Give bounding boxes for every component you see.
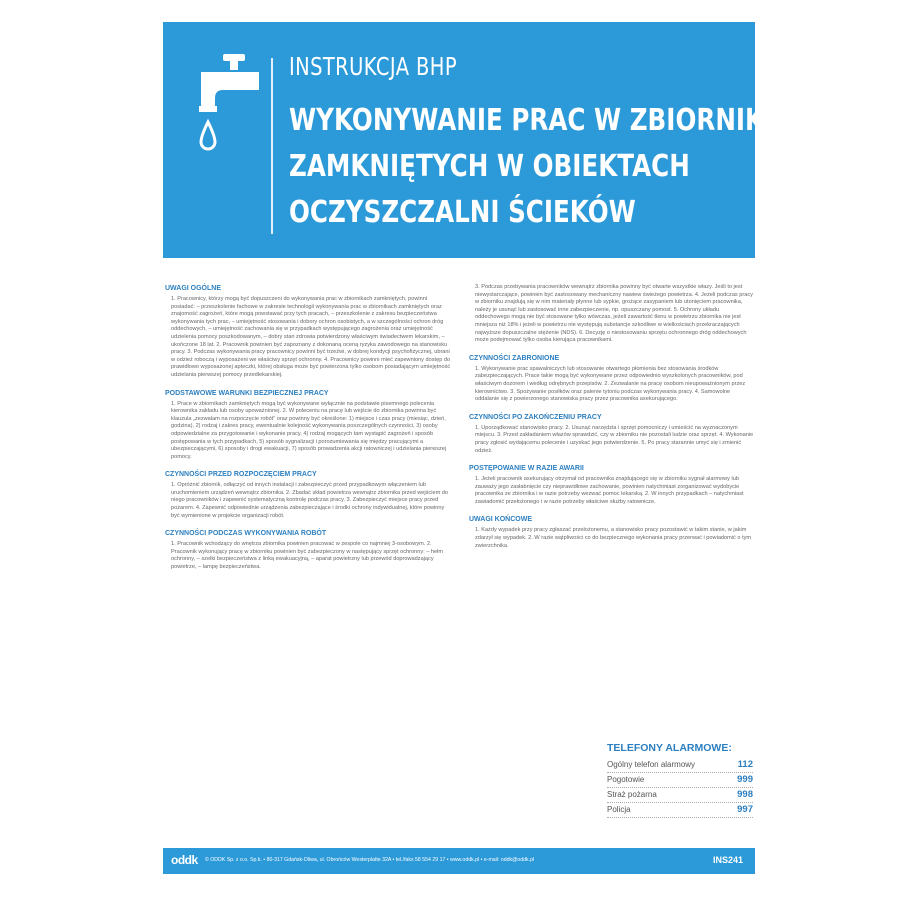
phone-number: 997 — [737, 804, 753, 815]
document-subtitle: INSTRUKCJA BHP — [289, 52, 457, 81]
section-heading: UWAGI KOŃCOWE — [469, 516, 532, 524]
poster-footer — [163, 848, 755, 874]
document-code: INS241 — [712, 855, 743, 865]
phone-row — [607, 758, 753, 773]
section-heading: CZYNNOŚCI PRZED ROZPOCZĘCIEM PRACY — [165, 471, 317, 479]
section-heading: CZYNNOŚCI PODCZAS WYKONYWANIA ROBÓT — [165, 530, 327, 538]
section-text: 1. Uporządkować stanowisko pracy. 2. Usunąć narzędzia i sprzęt pomocniczy i umieścić na wyznaczonym miejscu. 3. Przed zakładaniem włazów sprawdzić, czy w zbiorniku nie pozostali ludzie oraz sprzęt. 4. Wykonanie pracy zgłosić wydającemu polecenie i uzyskać jego potwierdzenie. 5. Po pracy starannie umyć się i zmienić odzież. — [475, 424, 754, 454]
phone-label: Policja — [607, 805, 631, 814]
phone-label: Straż pożarna — [607, 790, 657, 799]
oddk-logo: oddk — [171, 853, 198, 867]
title-line-2: ZAMKNIĘTYCH W OBIEKTACH — [289, 149, 690, 184]
section-text: 1. Wykonywanie prac spawalniczych lub stosowanie otwartego płomienia bez stosowania środków zabezpieczających. Prace takie mogą być wykonywane przez odpowiednio wyszkolonych pracowników, pod właściwym dozorem i według odrębnych przepisów. 2. Zezwalanie na pracę osobom nieupoważnionym przez kierownictwo. 3. Spożywanie posiłków oraz palenie tytoniu podczas wykonywania pracy. 4. Samowolne oddalanie się z powierzonego stanowiska pracy przez pracownika asekurującego. — [475, 365, 746, 403]
section-text: 1. Jeżeli pracownik asekurujący otrzymał od pracownika znajdującego się w zbiorniku sygnał alarmowy lub zauważy jego zasłabnięcie czy nieprawidłowe zachowanie, powinien natychmiast zorganizować wydobycie pracownika ze zbiornika i w razie potrzeby wezwać pomoc lekarską. 2. W innych przypadkach – natychmiast zawiadomić przełożonego i w razie potrzeby właściwe służby ratownicze. — [475, 476, 744, 505]
phone-label: Pogotowie — [607, 775, 645, 784]
section-forbidden-actions — [469, 354, 755, 404]
section-during-work — [165, 529, 451, 571]
section-text: 1. Prace w zbiornikach zamkniętych mogą być wykonywane wyłącznie na podstawie pisemnego polecenia kierownika zakładu lub osoby upoważnionej. 2. W poleceniu na pracę lub wejście do zbiornika powinna być klauzula „zezwalam na rozpoczęcie robót” oraz powinny być określone: 1) miejsce i czas pracy (miesiąc, dzień, godzina), 2) rodzaj i zakres pracy, ewentualnie kolejność wykonywania poszczególnych czynności, 3) osoby odpowiedzialne za przygotowanie i wykonanie pracy, 4) rodzaj mogących tam wystąpić zagrożeń i sposób postępowania w tych przypadkach, 5) sposób sygnalizacji i porozumiewania się między pracującymi a ubezpieczającymi, 6) sposoby i drogi ewakuacji, 7) sposób prowadzenia akcji ratowniczej i udzielania pierwszej pomocy. — [171, 400, 447, 460]
section-emergency — [469, 464, 755, 506]
phone-number: 112 — [737, 759, 753, 770]
poster-header — [163, 22, 822, 258]
section-text: 1. Opróżnić zbiornik, odłączyć od innych instalacji i zabezpieczyć przed przypadkowym włączeniem lub uruchomieniem urządzeń wewnątrz zbiornika. 2. Zbadać skład powietrza wewnątrz zbiornika przed wejściem do niego pracowników i zapewnić systematyczną kontrolę podczas pracy. 3. Zabezpieczyć miejsce pracy przed pożarem. 4. Zapewnić odpowiednie urządzenia zabezpieczające i środki ochrony indywidualnej, które powinny być wymienione w projekcie organizacji robót. — [171, 482, 449, 519]
section-heading: CZYNNOŚCI ZABRONIONE — [469, 354, 560, 362]
section-general-notes — [165, 284, 451, 380]
phone-number: 999 — [737, 774, 753, 785]
section-text: 3. Podczas przebywania pracowników wewnątrz zbiornika powinny być otwarte wszystkie włazy. Jeśli to jest niewystarczające, powinien być zastosowany mechaniczny nawiew świeżego powietrza. 4. Jeżeli podczas pracy w zbiorniku znajdują się w nim materiały płynne lub sypkie, grożące zasypaniem lub utonięciem pracownika, należy je usunąć lub zastosować inne zabezpieczenie, np. opuszczany pomost. 5. Ochrony układu oddechowego mogą nie być stosowane tylko wówczas, jeżeli zawartość tlenu w powietrzu zbiornika nie jest mniejsza niż 18% i jeżeli w powietrzu nie występują substancje szkodliwe w wielkościach przekraczających najwyższe dopuszczalne stężenie (NDS). 6. Decyzję o niestosowaniu sprzętu ochronnego dróg oddechowych może podejmować tylko osoba kierująca pracownikami. — [475, 284, 753, 344]
phone-row — [607, 788, 753, 803]
phone-label: Ogólny telefon alarmowy — [607, 760, 696, 769]
footer-contact-text: © ODDK Sp. z o.o. Sp.k. • 80-317 Gdańsk-Oliwa, ul. Obrońców Westerplatte 32A • tel./faks 58 554 29 17 • www.oddk.pl • e-mail: oddk@oddk.pl — [205, 857, 535, 863]
section-heading: CZYNNOŚCI PO ZAKOŃCZENIU PRACY — [469, 413, 602, 421]
left-column — [165, 284, 451, 581]
section-during-work-continued — [469, 284, 755, 345]
section-heading: POSTĘPOWANIE W RAZIE AWARII — [469, 465, 584, 473]
header-divider — [271, 58, 273, 234]
safety-instruction-poster — [163, 22, 822, 874]
phone-number: 998 — [737, 789, 753, 800]
section-text: 1. Pracownicy, którzy mogą być dopuszczeni do wykonywania prac w zbiornikach zamkniętych, powinni posiadać: – przeszkolenie fachowe w zakresie technologii wykonywania prac w zbiornikach zamkniętych oraz znajomość zagrożeń, które mogą powstawać przy tych pracach, – przeszkolenie z zakresu bezpieczeństwa wykonywania tych prac, – umiejętność stosowania i dobory ochron osobistych, a w szczególności ochron dróg oddechowych, – umiejętność zachowania się w przypadkach występującego zagrożenia oraz umiejętność udzielenia pomocy poszkodowanym, – dobry stan zdrowia potwierdzony właściwym świadectwem lekarskim, – ukończone 18 lat. 2. Pracownik powinien być zapoznany z dokonaną oceną ryzyka zawodowego na stanowisku pracy. 3. Podczas wykonywania pracy pracownicy powinni być trzeźwi, w dobrej kondycji psychofizycznej, ubrani w odzież roboczą i wyposażeni we właściwy sprzęt ochronny. 4. Pracownicy powinni mieć zapewniony dostęp do prawidłowo wyposażonej apteczki, której obsługa może być powierzona tylko osobom posiadającym umiejętność udzielania pierwszej pomocy przedlekarskiej. — [171, 296, 451, 378]
section-heading: PODSTAWOWE WARUNKI BEZPIECZNEJ PRACY — [165, 389, 329, 397]
right-column — [469, 284, 755, 559]
section-heading: UWAGI OGÓLNE — [165, 285, 221, 292]
section-before-work — [165, 470, 451, 520]
phone-row — [607, 773, 753, 788]
phones-title: TELEFONY ALARMOWE: — [607, 742, 732, 754]
emergency-phones — [607, 742, 753, 818]
document-title — [289, 98, 822, 236]
phone-row — [607, 803, 753, 818]
section-text: 1. Pracownik wchodzący do wnętrza zbiornika powinien pracować w zespole co najmniej 3-osobowym. 2. Pracownik wykonujący pracę w zbiorniku powinien być zabezpieczony w następujący sprzęt ochronny: – hełm ochronny, – szelki bezpieczeństwa z linką ewakuacyjną, – aparat powietrzny lub przewód doprowadzający powietrze, – lampę bezpieczeństwa. — [171, 541, 444, 571]
section-text: 1. Każdy wypadek przy pracy zgłaszać przełożonemu, a stanowisko pracy pozostawić w takim stanie, w jakim zdarzył się wypadek. 2. W razie wątpliwości co do bezpiecznego wykonania pracy przerwać i powiadomić o tym zwierzchnika. — [475, 527, 752, 549]
section-after-work — [469, 413, 755, 455]
title-line-3: OCZYSZCZALNI ŚCIEKÓW — [289, 195, 636, 230]
water-tap-icon — [197, 50, 263, 160]
section-final-notes — [469, 515, 755, 550]
section-basic-conditions — [165, 389, 451, 462]
title-line-1: WYKONYWANIE PRAC W ZBIORNIKACH — [289, 103, 822, 138]
